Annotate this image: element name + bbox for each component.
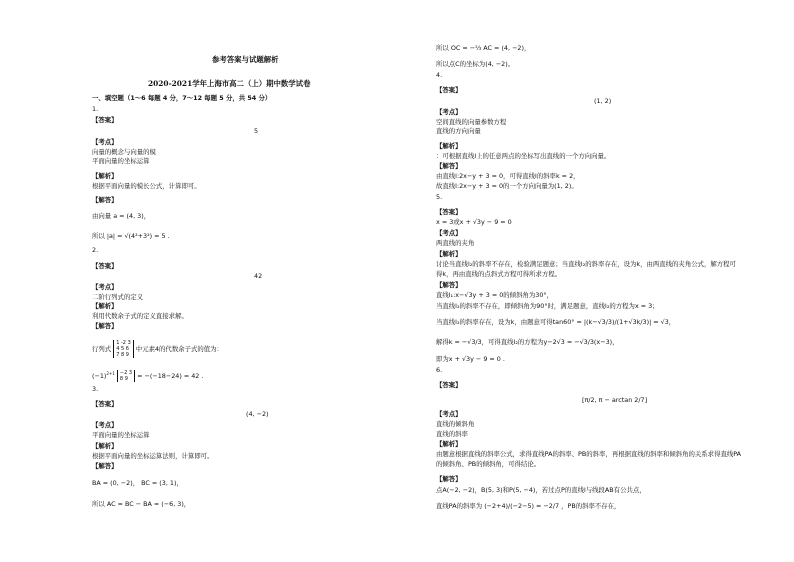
q5-kaodian-tag: 【考点】: [436, 229, 462, 237]
q2-fenxi: 利用代数余子式的定义直接求解。: [92, 312, 188, 320]
q5-fenxi-1: 讨论当直线l₂的斜率不存在，检验满足题意；当直线l₂的斜率存在，设为k，由两直线的夹角公式，解方程可: [436, 260, 736, 268]
q6-fenxi-tag: 【解析】: [436, 440, 462, 448]
q4-answer-tag: 【答案】: [436, 86, 462, 94]
q2-kaodian-1: 二阶行列式的定义: [92, 293, 144, 301]
q4-kaodian-1: 空间直线的向量参数方程: [436, 118, 507, 126]
q1-fenxi: 根据平面向量的模长公式，计算即可。: [92, 182, 201, 190]
q6-line-1: 点A(−2, −2)，B(5, 3)和P(5, −4)，若过点P的直线l与线段AB有公共点，: [436, 486, 646, 494]
q2-number: 2.: [92, 246, 99, 254]
q3-fenxi-tag: 【解析】: [92, 442, 118, 450]
q4-kaodian-tag: 【考点】: [436, 108, 462, 116]
q2-answer: 42: [254, 272, 263, 280]
q6-kaodian-2: 直线的斜率: [436, 430, 468, 438]
q3-line-2: 所以 AC = BC − BA = (−6, 3)，: [92, 500, 191, 508]
q3-number: 3.: [92, 385, 99, 393]
q5-fenxi-2: 得k，再由直线的点斜式方程可得所求方程。: [436, 270, 562, 278]
section-heading: 一、填空题（1～6 每题 4 分，7～12 每题 5 分，共 54 分）: [92, 94, 272, 102]
q6-line-2: 直线PA的斜率为 (−2+4)/(−2−5) = −2/7 ，PB的斜率不存在，: [436, 502, 621, 510]
q2-line-1-pre: 行列式: [92, 345, 112, 353]
q3-cont-line-1: 所以 OC = −⅔ AC = (4, −2)，: [436, 44, 531, 52]
q5-answer-tag: 【答案】: [436, 208, 462, 216]
q3-answer-tag: 【答案】: [92, 400, 118, 408]
q6-answer-tag: 【答案】: [436, 381, 462, 389]
q5-answer: x = 3或x + √3y − 9 = 0: [436, 218, 512, 226]
q3-fenxi: 根据平面向量的坐标运算法则，计算即可。: [92, 452, 214, 460]
q6-fenxi-2: 的倾斜角、PB的倾斜角，可得结论。: [436, 460, 541, 468]
q6-kaodian-1: 直线的倾斜角: [436, 420, 475, 428]
q2-matrix-2: [117, 370, 135, 382]
q1-line-1: 由向量 a = (4, 3)，: [92, 212, 151, 220]
q1-jieda-tag: 【解答】: [92, 196, 118, 204]
q1-kaodian-1: 向量的概念与向量的模: [92, 148, 156, 156]
q1-line-2-math: √(4²+3²) = 5 .: [124, 232, 170, 240]
q4-line-2: 故直线l:2x−y + 3 = 0的一个方向向量为(1, 2)。: [436, 182, 578, 190]
q2-line-1: [92, 339, 223, 359]
q5-line-4: 解得k = −√3/3，可得直线l₂的方程为y−2√3 = −√3/3(x−3)，: [436, 338, 619, 346]
q4-answer: (1, 2): [594, 97, 612, 105]
q6-answer: [π/2, π − arctan 2/7]: [582, 396, 648, 404]
q2-matrix2-row-1: −2 3: [119, 370, 133, 377]
q2-line-2-pre: (−1): [92, 372, 107, 381]
q6-number: 6.: [436, 366, 443, 374]
q2-matrix-row-3: 7 8 9: [116, 352, 129, 358]
q1-fenxi-tag: 【解析】: [92, 172, 118, 180]
q4-jieda-tag: 【解答】: [436, 162, 462, 170]
q3-jieda-tag: 【解答】: [92, 462, 118, 470]
q6-kaodian-tag: 【考点】: [436, 410, 462, 418]
q3-kaodian-tag: 【考点】: [92, 421, 118, 429]
q4-line-1: 由直线l:2x−y + 3 = 0，可得直线l的斜率k = 2，: [436, 172, 580, 180]
q2-line-2: [92, 366, 203, 384]
q3-cont-line-2: 所以点C的坐标为(4, −2)。: [436, 60, 515, 68]
q2-answer-tag: 【答案】: [92, 262, 118, 270]
q2-kaodian-tag: 【考点】: [92, 283, 118, 291]
q5-line-2: 当直线l₂的斜率不存在，即倾斜角为90°时，满足题意，直线l₂的方程为x = 3；: [436, 302, 659, 310]
q1-kaodian-2: 平面向量的坐标运算: [92, 157, 150, 165]
q2-jieda-tag: 【解答】: [92, 322, 118, 330]
q2-fenxi-tag: 【解析】: [92, 302, 118, 310]
q1-line-2: [92, 232, 170, 240]
q1-answer: 5: [254, 127, 259, 135]
q3-answer: (4, −2): [246, 410, 269, 418]
q5-line-3: 当直线l₂的斜率存在，设为k，由题意可得tan60° = |(k−√3/3)/(1+√3k/3)| = √3，: [436, 318, 676, 326]
q2-matrix-row-2: 4 5 6: [116, 346, 129, 352]
q6-jieda-tag: 【解答】: [436, 475, 462, 483]
doc-title: 参考答案与试题解析: [212, 55, 279, 64]
q4-kaodian-2: 直线的方向向量: [436, 127, 481, 135]
q3-kaodian-1: 平面向量的坐标运算: [92, 431, 150, 439]
q5-kaodian-1: 两直线的夹角: [436, 239, 475, 247]
q5-line-1: 直线l₁:x−√3y + 3 = 0的倾斜角为30°，: [436, 291, 553, 299]
q4-number: 4.: [436, 71, 443, 79]
q2-line-2-sup: 2+1: [106, 371, 115, 376]
q4-fenxi: ：可根据直线l上的任意两点的坐标写出直线的一个方向向量。: [436, 152, 611, 160]
q5-number: 5.: [436, 193, 443, 201]
q1-number: 1.: [92, 105, 99, 113]
exam-title: 2020-2021学年上海市高二（上）期中数学试卷: [148, 79, 311, 88]
q6-fenxi-1: 由题意根据直线的斜率公式，求得直线PA的斜率、PB的斜率，再根据直线的斜率和倾斜角的关系求得直线PA: [436, 450, 742, 458]
q2-matrix: [113, 340, 134, 358]
q1-kaodian-tag: 【考点】: [92, 138, 118, 146]
q2-matrix2-row-2: 8 9: [119, 376, 128, 383]
q5-line-5: 即为x + √3y − 9 = 0 .: [436, 355, 505, 363]
q2-line-1-post: 中元素4的代数余子式的值为：: [135, 345, 223, 353]
q2-line-2-post: = −(−18−24) = 42 .: [137, 372, 204, 381]
q5-fenxi-tag: 【解析】: [436, 250, 462, 258]
q1-line-2-text: 所以 |a| =: [92, 232, 125, 240]
q2-matrix-row-1: 1 -2 3: [116, 340, 131, 346]
q5-jieda-tag: 【解答】: [436, 281, 462, 289]
q3-line-1: BA = (0, −2)， BC = (3, 1)，: [92, 479, 183, 487]
q1-answer-tag: 【答案】: [92, 116, 118, 124]
q4-fenxi-tag: 【解析】: [436, 142, 462, 150]
